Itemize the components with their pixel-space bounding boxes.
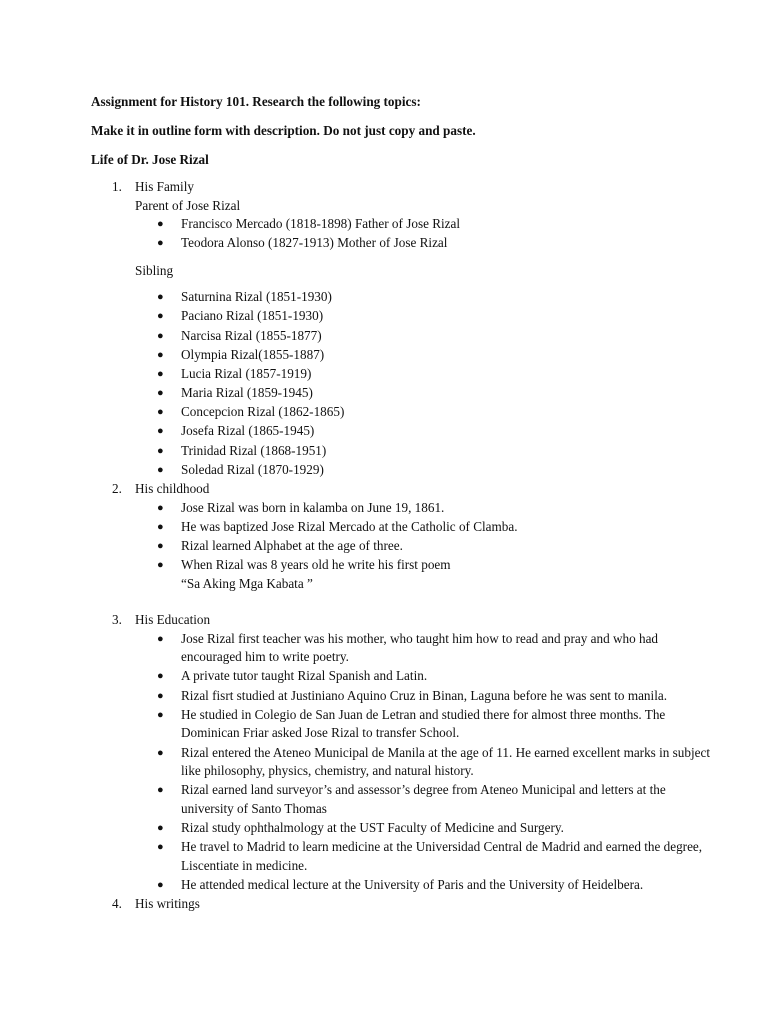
section-number: 3. [112,611,122,627]
instructions-heading: Make it in outline form with description. Do not just copy and paste. [91,123,476,138]
bullet-icon: ● [157,501,164,514]
section-title: His writings [135,896,200,912]
parents-label: Parent of Jose Rizal [135,197,241,213]
bullet-icon: ● [157,520,164,533]
section-number: 4. [112,896,122,912]
bullet-icon: ● [157,329,164,342]
list-item: ● Rizal learned Alphabet at the age of three. [135,537,721,556]
list-item: ● Jose Rizal first teacher was his mother, who taught him how to read and pray and who had encouraged him to write poetry. [157,630,659,665]
list-item: ● Rizal study ophthalmology at the UST Faculty of Medicine and Surgery. [135,819,721,838]
poem-title: “Sa Aking Mga Kabata ” [181,575,313,591]
bullet-icon: ● [157,237,164,250]
outline [0,178,768,914]
section-number: 1. [112,179,122,194]
bullet-icon: ● [157,444,164,457]
section-number: 2. [112,481,122,497]
bullet-icon: ● [157,348,164,361]
list-item: ● Paciano Rizal (1851-1930) [135,307,721,326]
section-title: His childhood [135,481,210,497]
bullet-icon: ● [157,689,164,702]
parents-list [135,215,768,253]
education-list [135,630,768,895]
list-item: ● Saturnina Rizal (1851-1930) [135,288,721,307]
list-item: ● Josefa Rizal (1865-1945) [135,422,721,441]
bullet-icon: ● [157,559,164,572]
bullet-icon: ● [157,463,164,476]
section-education [0,611,768,895]
section-title: His Education [135,611,211,627]
bullet-icon: ● [157,841,164,854]
list-item: ● Narcisa Rizal (1855-1877) [135,327,721,346]
bullet-icon: ● [157,291,164,304]
bullet-icon: ● [157,387,164,400]
bullet-icon: ● [157,708,164,721]
list-item: ● Lucia Rizal (1857-1919) [135,365,721,384]
section-title: His Family [135,179,194,194]
list-item: ● A private tutor taught Rizal Spanish and Latin. [135,667,721,686]
topic-heading: Life of Dr. Jose Rizal [91,152,209,167]
list-item: ● Francisco Mercado (1818-1898) Father of Jose Rizal [135,215,721,234]
list-item: ● Jose Rizal was born in kalamba on June 19, 1861. [135,499,721,518]
siblings-list [135,288,768,479]
bullet-icon: ● [157,540,164,552]
list-item: ● Trinidad Rizal (1868-1951) [135,442,721,461]
list-item: ● Concepcion Rizal (1862-1865) [135,403,721,422]
list-item: ● He studied in Colegio de San Juan de Letran and studied there for almost three months. The Dominican Friar asked Jose Rizal to transfer School. [157,706,666,741]
bullet-icon: ● [157,822,164,835]
section-childhood [0,480,768,593]
bullet-icon: ● [157,784,164,797]
bullet-icon: ● [157,218,164,231]
list-item: ● When Rizal was 8 years old he write his first poem “Sa Aking Mga Kabata ” [135,556,721,593]
assignment-heading: Assignment for History 101. Research the following topics: [91,94,421,109]
list-item: ● He travel to Madrid to learn medicine at the Universidad Central de Madrid and earned the degree, Liscentiate in medicine. [157,839,703,873]
bullet-icon: ● [157,879,164,892]
section-family [0,178,768,479]
bullet-icon: ● [157,670,164,683]
section-writings [0,895,768,914]
list-item: ● Rizal entered the Ateneo Municipal de Manila at the age of 11. He earned excellent marks in subject like philosophy, physics, chemistry, and natural history. [157,744,711,779]
list-item: ● Maria Rizal (1859-1945) [135,384,721,403]
list-item: ● He was baptized Jose Rizal Mercado at the Catholic of Clamba. [135,518,721,537]
childhood-list [135,499,768,594]
bullet-icon: ● [157,632,164,645]
bullet-icon: ● [157,425,164,438]
list-item: ● Teodora Alonso (1827-1913) Mother of Jose Rizal [135,234,721,253]
list-item: ● Soledad Rizal (1870-1929) [135,461,721,480]
bullet-icon: ● [157,310,164,323]
list-item: ● Rizal fisrt studied at Justiniano Aquino Cruz in Binan, Laguna before he was sent to manila. [135,687,721,706]
siblings-label: Sibling [135,262,174,278]
bullet-icon: ● [157,406,164,419]
list-item: ● He attended medical lecture at the University of Paris and the University of Heidelbera. [135,876,721,895]
list-item: ● Rizal earned land surveyor’s and assessor’s degree from Ateneo Municipal and letters at the university of Santo Thomas [157,782,666,816]
list-item: ● Olympia Rizal(1855-1887) [135,346,721,365]
bullet-icon: ● [157,367,164,380]
bullet-icon: ● [157,746,164,759]
